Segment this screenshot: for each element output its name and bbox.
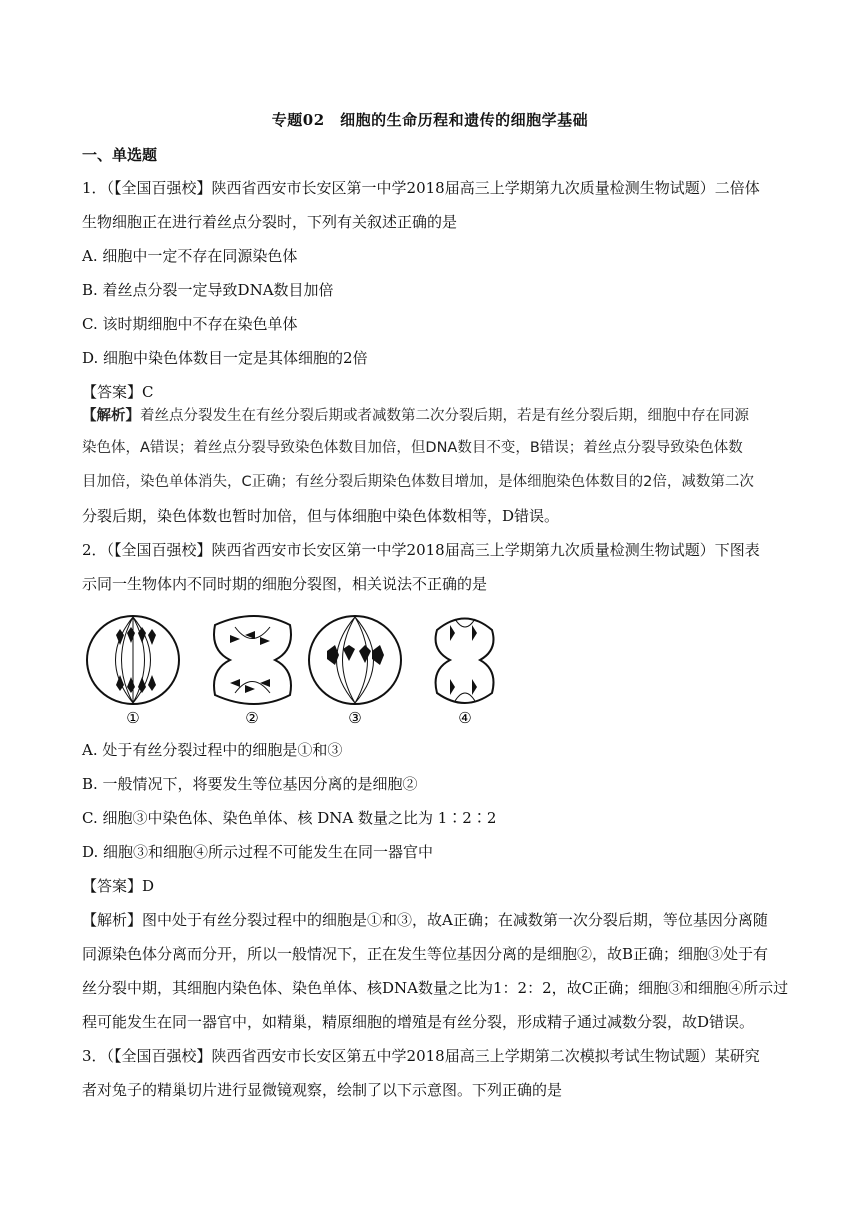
figure-label-4: ④ [458, 709, 472, 727]
figure-label-2: ② [245, 709, 259, 727]
q1-option-d: D. 细胞中染色体数目一定是其体细胞的2倍 [82, 349, 368, 367]
q2-stem-line-1: 2．（【全国百强校】陕西省西安市长安区第一中学2018届高三上学期第九次质量检测生物试题）下图表 [82, 541, 760, 559]
q1-analysis-line-3: 目加倍，染色单体消失，C正确；有丝分裂后期染色体数目增加，是体细胞染色体数目的2倍，减数第二次 [82, 474, 754, 490]
q1-analysis-text-1: 着丝点分裂发生在有丝分裂后期或者减数第二次分裂后期，若是有丝分裂后期，细胞中存在同源 [140, 408, 749, 424]
q2-option-c: C. 细胞③中染色体、染色单体、核 DNA 数量之比为 1∶2∶2 [82, 809, 497, 827]
q1-option-a: A. 细胞中一定不存在同源染色体 [82, 247, 298, 265]
q1-analysis-label: 【解析】 [82, 408, 140, 424]
q2-answer: 【答案】D [82, 877, 155, 895]
cell-diagram-2 [214, 616, 291, 704]
q2-analysis-line-4: 程可能发生在同一器官中，如精巢，精原细胞的增殖是有丝分裂，形成精子通过减数分裂，故D错误。 [82, 1013, 755, 1031]
q3-stem-line-1: 3．（【全国百强校】陕西省西安市长安区第五中学2018届高三上学期第二次模拟考试生物试题）某研究 [82, 1047, 760, 1065]
q1-answer: 【答案】C [82, 383, 154, 401]
cell-division-figure [80, 605, 510, 730]
q1-analysis-line-1 [82, 406, 782, 426]
q2-option-b: B. 一般情况下，将要发生等位基因分离的是细胞② [82, 775, 418, 793]
figure-label-1: ① [126, 709, 140, 727]
q2-analysis-line-3: 丝分裂中期，其细胞内染色体、染色单体、核DNA数量之比为1：2：2，故C正确；细胞③和细胞④所示过 [82, 979, 789, 997]
q1-stem-line-2: 生物细胞正在进行着丝点分裂时，下列有关叙述正确的是 [82, 213, 458, 231]
q1-option-b: B. 着丝点分裂一定导致DNA数目加倍 [82, 281, 334, 299]
section-heading: 一、单选题 [82, 146, 158, 164]
cell-diagram-4 [436, 619, 494, 704]
q1-stem-line-1: 1．（【全国百强校】陕西省西安市长安区第一中学2018届高三上学期第九次质量检测生物试题）二倍体 [82, 179, 760, 197]
q2-option-d: D. 细胞③和细胞④所示过程不可能发生在同一器官中 [82, 843, 434, 861]
q2-analysis-line-2: 同源染色体分离而分开，所以一般情况下，正在发生等位基因分离的是细胞②，故B正确；细胞③处于有 [82, 945, 769, 963]
cell-diagram-1 [87, 616, 179, 704]
q1-option-c: C. 该时期细胞中不存在染色单体 [82, 315, 298, 333]
q2-stem-line-2: 示同一生物体内不同时期的细胞分裂图，相关说法不正确的是 [82, 575, 488, 593]
q3-stem-line-2: 者对兔子的精巢切片进行显微镜观察，绘制了以下示意图。下列正确的是 [82, 1081, 563, 1099]
q2-option-a: A. 处于有丝分裂过程中的细胞是①和③ [82, 741, 343, 759]
cell-diagram-3 [309, 616, 401, 704]
q1-analysis-line-2: 染色体，A错误；着丝点分裂导致染色体数目加倍，但DNA数目不变，B错误；着丝点分裂导致染色体数 [82, 440, 743, 456]
figure-label-3: ③ [348, 709, 362, 727]
page-title: 专题02 细胞的生命历程和遗传的细胞学基础 [271, 111, 589, 129]
q2-analysis-line-1: 【解析】图中处于有丝分裂过程中的细胞是①和③，故A正确；在减数第一次分裂后期，等位基因分离随 [82, 911, 768, 929]
q1-analysis-line-4: 分裂后期，染色体数也暂时加倍，但与体细胞中染色体数相等，D错误。 [82, 507, 560, 525]
